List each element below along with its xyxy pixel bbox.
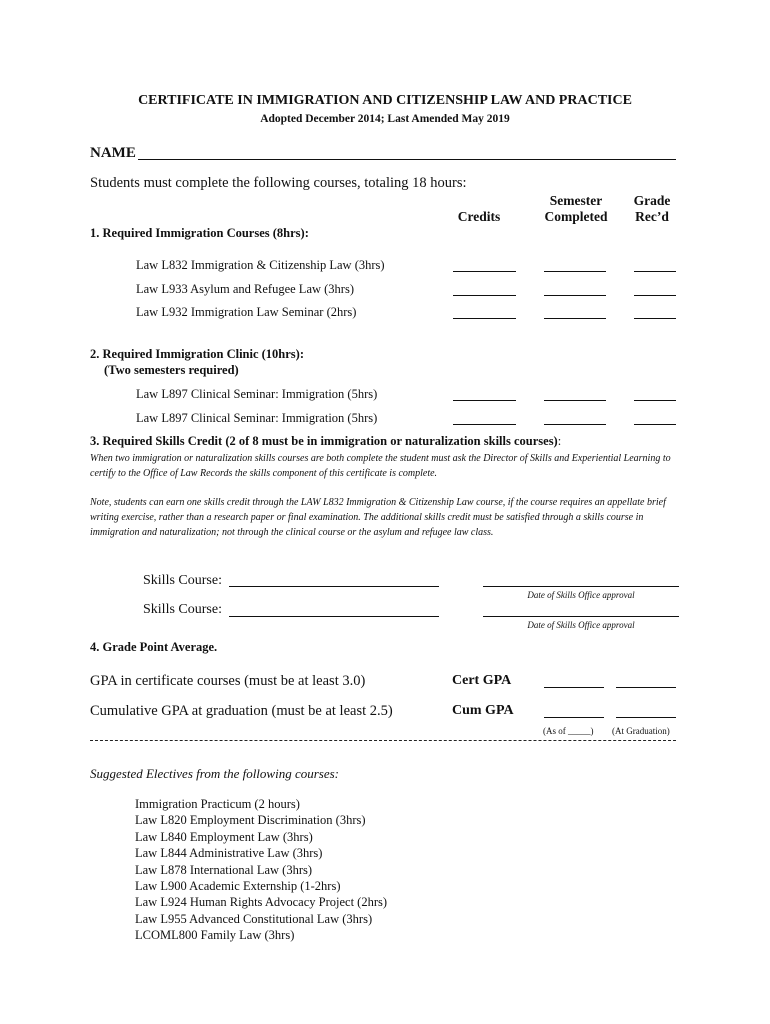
skills-approval-caption: Date of Skills Office approval: [527, 590, 635, 600]
grade-heading-line2: Rec’d: [635, 209, 669, 224]
credits-column-heading: Credits: [457, 209, 501, 224]
semester-blank[interactable]: [544, 424, 606, 425]
credits-blank[interactable]: [453, 271, 516, 272]
skills-course-label: Skills Course:: [143, 573, 222, 588]
course-row-label: Law L832 Immigration & Citizenship Law (3hrs): [136, 258, 385, 272]
cum-gpa-graduation-field[interactable]: [616, 717, 676, 718]
name-field[interactable]: [138, 159, 676, 160]
elective-item: Law L878 International Law (3hrs): [135, 863, 313, 877]
course-row-label: Law L932 Immigration Law Seminar (2hrs): [136, 305, 357, 319]
elective-item: LCOML800 Family Law (3hrs): [135, 928, 295, 942]
grade-blank[interactable]: [634, 424, 676, 425]
elective-item: Law L924 Human Rights Advocacy Project (2hrs): [135, 895, 388, 909]
skills-note-certification: When two immigration or naturalization skills courses are both complete the student must ask the Director of Skills and Experiential Learning to certify to the Office of Law Records the skills component of this certificate is complete.: [90, 453, 671, 479]
cert-gpa-label: GPA in certificate courses (must be at least 3.0): [90, 673, 366, 689]
course-row-label: Law L933 Asylum and Refugee Law (3hrs): [136, 282, 354, 296]
semester-blank[interactable]: [544, 318, 606, 319]
electives-heading: Suggested Electives from the following courses:: [90, 766, 339, 781]
grade-heading-line1: Grade: [633, 193, 671, 208]
elective-item: Law L844 Administrative Law (3hrs): [135, 846, 323, 860]
semester-blank[interactable]: [544, 400, 606, 401]
semester-column-heading: [536, 193, 616, 225]
cum-gpa-label: Cumulative GPA at graduation (must be at least 2.5): [90, 703, 393, 719]
cum-gpa-tag: Cum GPA: [452, 703, 514, 718]
section-gpa-heading: 4. Grade Point Average.: [90, 640, 218, 654]
skills-course-field[interactable]: [229, 616, 439, 617]
skills-approval-caption: Date of Skills Office approval: [527, 620, 635, 630]
skills-approval-date-field[interactable]: [483, 586, 679, 587]
skills-course-label: Skills Course:: [143, 602, 222, 617]
cert-gpa-graduation-field[interactable]: [616, 687, 676, 688]
section-skills-heading-colon: :: [557, 434, 562, 448]
course-row-label: Law L897 Clinical Seminar: Immigration (5hrs): [136, 387, 378, 401]
grade-blank[interactable]: [634, 400, 676, 401]
page-title: CERTIFICATE IN IMMIGRATION AND CITIZENSHIP LAW AND PRACTICE: [138, 93, 632, 108]
semester-heading-line2: Completed: [544, 209, 608, 224]
semester-blank[interactable]: [544, 295, 606, 296]
grade-column-heading: [624, 193, 680, 225]
grade-blank[interactable]: [634, 271, 676, 272]
intro-text: Students must complete the following courses, totaling 18 hours:: [90, 175, 467, 191]
credits-blank[interactable]: [453, 318, 516, 319]
skills-approval-date-field[interactable]: [483, 616, 679, 617]
cert-gpa-tag: Cert GPA: [452, 673, 512, 688]
semester-heading-line1: Semester: [549, 193, 603, 208]
elective-item: Law L840 Employment Law (3hrs): [135, 830, 313, 844]
elective-item: Immigration Practicum (2 hours): [135, 797, 300, 811]
name-label: NAME: [90, 145, 136, 161]
grade-blank[interactable]: [634, 318, 676, 319]
gpa-as-of-caption: (As of _____): [543, 726, 594, 736]
credits-blank[interactable]: [453, 424, 516, 425]
skills-course-field[interactable]: [229, 586, 439, 587]
section-skills-heading-text: 3. Required Skills Credit (2 of 8 must be in immigration or naturalization skills courses): [90, 434, 558, 448]
credits-blank[interactable]: [453, 400, 516, 401]
section-required-courses-heading: 1. Required Immigration Courses (8hrs):: [90, 226, 309, 240]
semester-blank[interactable]: [544, 271, 606, 272]
course-row-label: Law L897 Clinical Seminar: Immigration (5hrs): [136, 411, 378, 425]
credits-blank[interactable]: [453, 295, 516, 296]
elective-item: Law L900 Academic Externship (1-2hrs): [135, 879, 341, 893]
gpa-at-graduation-caption: (At Graduation): [612, 726, 670, 736]
cert-gpa-as-of-field[interactable]: [544, 687, 604, 688]
page-subtitle: Adopted December 2014; Last Amended May 2019: [260, 113, 510, 125]
section-clinic-heading: 2. Required Immigration Clinic (10hrs):: [90, 347, 304, 361]
elective-item: Law L955 Advanced Constitutional Law (3hrs): [135, 912, 373, 926]
elective-item: Law L820 Employment Discrimination (3hrs): [135, 813, 366, 827]
skills-note-credit: Note, students can earn one skills credit through the LAW L832 Immigration & Citizenship Law course, if the course requires an appellate brief writing exercise, rather than a research paper or final examination. The additional skills credit must be satisfied through a skills course in immigration and naturalization; not through the clinical course or the asylum and refugee law class.: [90, 497, 666, 538]
cum-gpa-as-of-field[interactable]: [544, 717, 604, 718]
section-clinic-subheading: (Two semesters required): [104, 363, 239, 377]
section-skills-heading: [90, 434, 561, 449]
grade-blank[interactable]: [634, 295, 676, 296]
dashed-divider: [90, 740, 676, 741]
